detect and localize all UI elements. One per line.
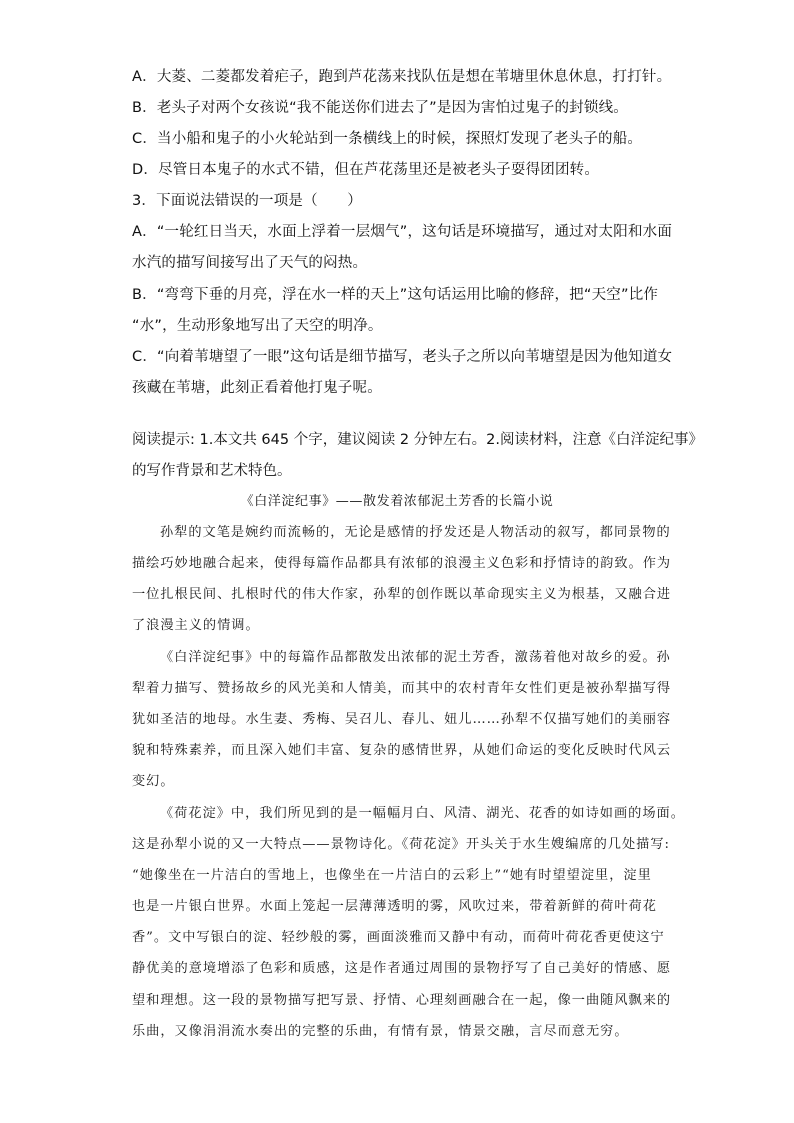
q3-option-a-line1: A．“一轮红日当天，水面上浮着一层烟气”，这句话是环境描写，通过对太阳和水面 [132, 224, 673, 240]
paragraph-3-line: 香”。文中写银白的淀、轻纱般的雾，画面淡雅而又静中有动，而荷叶荷花香更使这宁 [132, 930, 665, 945]
q2-option-c: C．当小船和鬼子的小火轮站到一条横线上的时候，探照灯发现了老头子的船。 [132, 131, 643, 147]
reading-tip-line2: 的写作背景和艺术特色。 [132, 463, 292, 479]
paragraph-1-line: 描绘巧妙地融合起来，使得每篇作品都具有浓郁的浪漫主义色彩和抒情诗的韵致。作为 [132, 556, 672, 571]
paragraph-3-line: 望和理想。这一段的景物描写把写景、抒情、心理刻画融合在一起，像一曲随风飘来的 [132, 993, 672, 1008]
q2-option-b: B．老头子对两个女孩说“我不能送你们进去了”是因为害怕过鬼子的封锁线。 [132, 100, 628, 116]
paragraph-1-line: 一位扎根民间、扎根时代的伟大作家，孙犁的创作既以革命现实主义为根基，又融合进 [132, 587, 672, 602]
paragraph-3-line: 《荷花淀》中，我们所见到的是一幅幅月白、风清、湖光、花香的如诗如画的场面。 [160, 806, 685, 821]
paragraph-1-line: 孙犁的文笔是婉约而流畅的，无论是感情的抒发还是人物活动的叙写，都同景物的 [160, 525, 671, 540]
paragraph-2-line: 《白洋淀纪事》中的每篇作品都散发出浓郁的泥土芳香，激荡着他对故乡的爱。孙 [160, 650, 671, 665]
paragraph-3-line: 静优美的意境增添了色彩和质感，这是作者通过周围的景物抒写了自己美好的情感、愿 [132, 961, 672, 976]
q3-option-b-line2: “水”，生动形象地写出了天空的明净。 [132, 318, 383, 334]
paragraph-2-line: 犁着力描写、赞扬故乡的风光美和人情美，而其中的农村青年女性们更是被孙犁描写得 [132, 681, 672, 696]
paragraph-1-line: 了浪漫主义的情调。 [132, 618, 260, 633]
q3-option-c-line1: C．“向着苇塘望了一眼”这句话是细节描写，老头子之所以向苇塘望是因为他知道女 [132, 349, 673, 365]
q3-option-b-line1: B．“弯弯下垂的月亮，浮在水一样的天上”这句话运用比喻的修辞，把“天空”比作 [132, 287, 659, 303]
q2-option-d: D．尽管日本鬼子的水式不错，但在芦花荡里还是被老头子耍得团团转。 [132, 162, 600, 178]
q3-option-c-line2: 孩藏在苇塘，此刻正看着他打鬼子呢。 [132, 380, 382, 396]
paragraph-3-line: 乐曲，又像涓涓流水奏出的完整的乐曲，有情有景，情景交融，言尽而意无穷。 [132, 1024, 629, 1039]
q3-stem: 3．下面说法错误的一项是（ ） [132, 193, 362, 209]
paragraph-3-line: “她像坐在一片洁白的雪地上，也像坐在一片洁白的云彩上”“她有时望望淀里，淀里 [132, 868, 652, 883]
paragraph-2-line: 变幻。 [132, 774, 175, 789]
article-title: 《白洋淀纪事》——散发着浓郁泥土芳香的长篇小说 [240, 494, 554, 509]
reading-tip-line1: 阅读提示: 1.本文共 645 个字，建议阅读 2 分钟左右。2.阅读材料，注意《白洋淀纪事》 [132, 432, 703, 448]
paragraph-2-line: 貌和特殊素养，而且深入她们丰富、复杂的感情世界，从她们命运的变化反映时代风云 [132, 743, 672, 758]
q3-option-a-line2: 水汽的描写间接写出了天气的闷热。 [132, 255, 368, 271]
paragraph-2-line: 犹如圣洁的地母。水生妻、秀梅、吴召儿、春儿、妞儿……孙犁不仅描写她们的美丽容 [132, 712, 672, 727]
q2-option-a: A．大菱、二菱都发着疟子，跑到芦花荡来找队伍是想在苇塘里休息休息，打打针。 [132, 69, 672, 85]
paragraph-3-line: 也是一片银白世界。水面上笼起一层薄薄透明的雾，风吹过来，带着新鲜的荷叶荷花 [132, 899, 657, 914]
paragraph-3-line: 这是孙犁小说的又一大特点——景物诗化。《荷花淀》开头关于水生嫂编席的几处描写: [132, 837, 670, 852]
